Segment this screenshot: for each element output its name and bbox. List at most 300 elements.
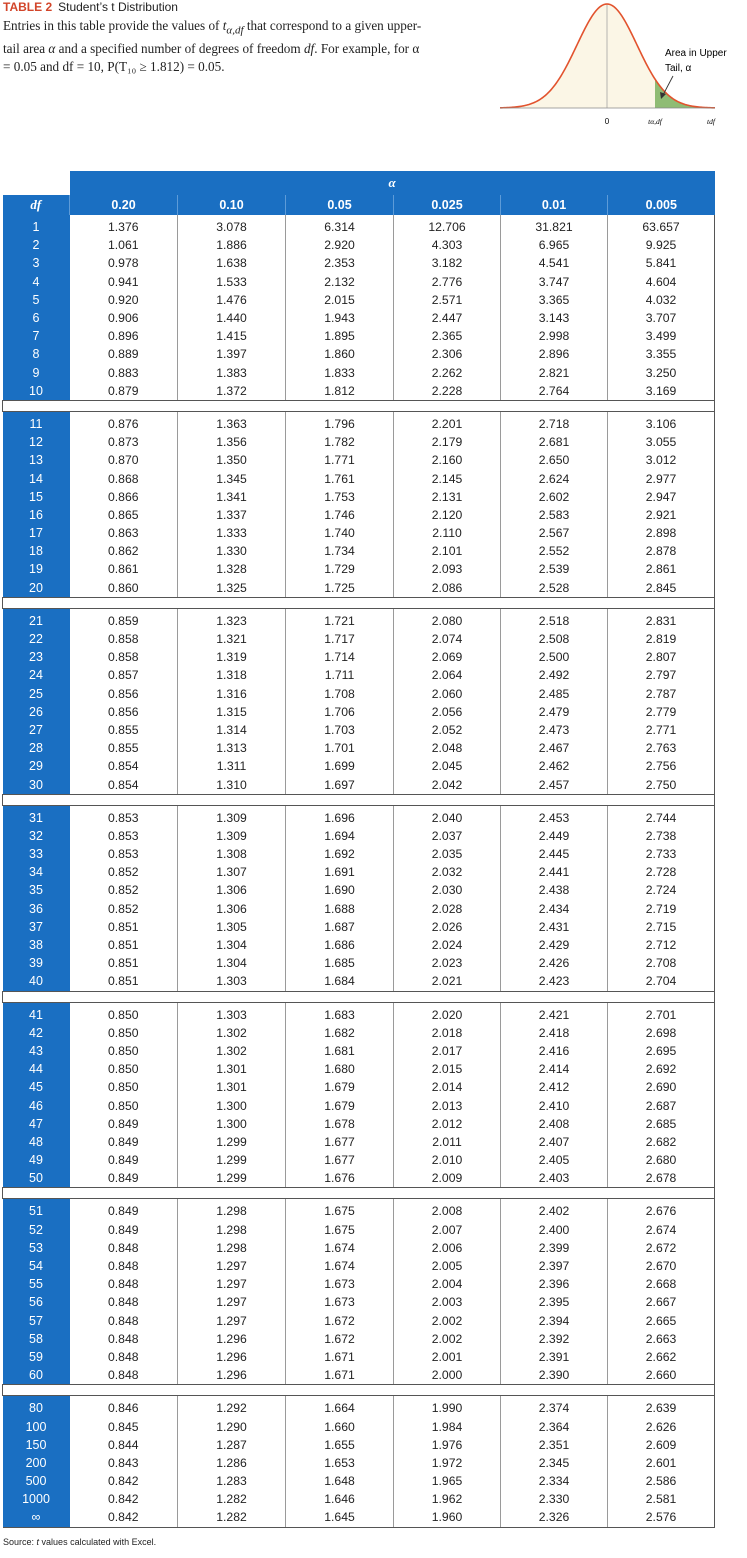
t-value-cell: 1.286 — [178, 1454, 286, 1472]
t-value-cell: 1.301 — [178, 1078, 286, 1096]
t-value-cell: 1.646 — [286, 1490, 394, 1508]
t-value-cell: 2.665 — [608, 1312, 715, 1330]
t-value-cell: 1.682 — [286, 1024, 394, 1042]
table-row — [3, 345, 715, 363]
t-value-cell: 2.390 — [501, 1366, 608, 1385]
t-value-cell: 1.302 — [178, 1042, 286, 1060]
table-row — [3, 1221, 715, 1239]
t-value-cell: 2.179 — [394, 433, 501, 451]
table-row — [3, 1275, 715, 1293]
t-value-cell: 2.485 — [501, 685, 608, 703]
df-cell: 39 — [3, 954, 70, 972]
t-value-cell: 2.704 — [608, 972, 715, 991]
t-value-cell: 2.682 — [608, 1133, 715, 1151]
t-value-cell: 1.679 — [286, 1096, 394, 1114]
area-label-line2: Tail, α — [665, 63, 692, 74]
t-value-cell: 0.850 — [70, 1024, 178, 1042]
t-value-cell: 1.812 — [286, 382, 394, 401]
t-value-cell: 2.228 — [394, 382, 501, 401]
t-value-cell: 3.182 — [394, 254, 501, 272]
t-value-cell: 2.663 — [608, 1330, 715, 1348]
table-row — [3, 1490, 715, 1508]
df-cell: 55 — [3, 1275, 70, 1293]
desc-text-3: and a specified number of degrees of freedom — [55, 41, 304, 57]
t-value-cell: 1.415 — [178, 327, 286, 345]
table-row — [3, 1042, 715, 1060]
t-value-cell: 2.733 — [608, 845, 715, 863]
t-value-cell: 1.440 — [178, 309, 286, 327]
df-cell: 15 — [3, 488, 70, 506]
t-value-cell: 0.851 — [70, 954, 178, 972]
df-cell: 35 — [3, 881, 70, 899]
table-row — [3, 254, 715, 272]
table-row — [3, 1239, 715, 1257]
t-value-cell: 0.842 — [70, 1508, 178, 1527]
df-cell: 150 — [3, 1436, 70, 1454]
t-value-cell: 2.821 — [501, 364, 608, 382]
t-value-cell: 0.842 — [70, 1472, 178, 1490]
df-cell: 31 — [3, 805, 70, 827]
table-row — [3, 630, 715, 648]
t-value-cell: 1.679 — [286, 1078, 394, 1096]
t-value-cell: 4.604 — [608, 273, 715, 291]
t-value-cell: 2.306 — [394, 345, 501, 363]
t-value-cell: 0.852 — [70, 881, 178, 899]
t-value-cell: 2.660 — [608, 1366, 715, 1385]
t-value-cell: 2.508 — [501, 630, 608, 648]
t-value-cell: 1.298 — [178, 1221, 286, 1239]
table-row — [3, 863, 715, 881]
df-cell: 32 — [3, 827, 70, 845]
t-value-cell: 1.308 — [178, 845, 286, 863]
t-value-cell: 3.250 — [608, 364, 715, 382]
table-row — [3, 954, 715, 972]
t-value-cell: 1.328 — [178, 560, 286, 578]
t-value-cell: 2.030 — [394, 881, 501, 899]
t-value-cell: 2.861 — [608, 560, 715, 578]
df-cell: 100 — [3, 1417, 70, 1435]
t-value-cell: 1.655 — [286, 1436, 394, 1454]
t-value-cell: 2.021 — [394, 972, 501, 991]
t-value-cell: 0.855 — [70, 721, 178, 739]
table-row — [3, 1330, 715, 1348]
t-value-cell: 2.921 — [608, 506, 715, 524]
t-value-cell: 2.416 — [501, 1042, 608, 1060]
t-value-cell: 1.708 — [286, 685, 394, 703]
t-value-cell: 0.854 — [70, 757, 178, 775]
t-value-cell: 2.131 — [394, 488, 501, 506]
t-value-cell: 0.848 — [70, 1312, 178, 1330]
t-value-cell: 2.120 — [394, 506, 501, 524]
zero-label: 0 — [604, 117, 610, 126]
t-value-cell: 2.056 — [394, 703, 501, 721]
t-value-cell: 2.015 — [394, 1060, 501, 1078]
t-value-cell: 0.851 — [70, 972, 178, 991]
table-row — [3, 542, 715, 560]
t-value-cell: 5.841 — [608, 254, 715, 272]
t-value-cell: 2.756 — [608, 757, 715, 775]
t-value-cell: 1.683 — [286, 1002, 394, 1024]
t-value-cell: 2.069 — [394, 648, 501, 666]
t-value-cell: 2.687 — [608, 1096, 715, 1114]
t-value-cell: 2.074 — [394, 630, 501, 648]
t-value-cell: 1.533 — [178, 273, 286, 291]
df-cell: 14 — [3, 469, 70, 487]
t-value-cell: 0.860 — [70, 579, 178, 598]
t-value-cell: 1.677 — [286, 1133, 394, 1151]
t-value-cell: 2.445 — [501, 845, 608, 863]
desc-text-2: that correspond to a given upper-tail area — [3, 18, 422, 57]
t-value-cell: 2.403 — [501, 1169, 608, 1188]
desc-text-1: Entries in this table provide the values of — [3, 18, 223, 33]
t-value-cell: 0.854 — [70, 775, 178, 794]
t-value-cell: 2.008 — [394, 1199, 501, 1221]
df-cell: 5 — [3, 291, 70, 309]
t-value-cell: 0.852 — [70, 863, 178, 881]
t-value-cell: 2.395 — [501, 1293, 608, 1311]
table-row-group — [3, 1002, 715, 1188]
t-value-cell: 1.383 — [178, 364, 286, 382]
df-cell: 10 — [3, 382, 70, 401]
t-value-cell: 0.859 — [70, 608, 178, 630]
table-row — [3, 506, 715, 524]
df-cell: 20 — [3, 579, 70, 598]
t-value-cell: 1.303 — [178, 972, 286, 991]
table-row — [3, 775, 715, 794]
t-value-cell: 0.978 — [70, 254, 178, 272]
t-value-cell: 1.345 — [178, 469, 286, 487]
t-value-cell: 2.650 — [501, 451, 608, 469]
t-value-cell: 1.697 — [286, 775, 394, 794]
example-text: α = 0.05 and df = 10, P(T₁₀ ≥ 1.812) = 0.05. — [3, 41, 420, 74]
t-value-cell: 1.299 — [178, 1169, 286, 1188]
t-value-cell: 6.314 — [286, 215, 394, 236]
t-value-cell: 2.365 — [394, 327, 501, 345]
table-row — [3, 1151, 715, 1169]
df-cell: 45 — [3, 1078, 70, 1096]
t-value-cell: 3.355 — [608, 345, 715, 363]
alpha-col-header: 0.10 — [178, 195, 286, 215]
t-value-cell: 2.680 — [608, 1151, 715, 1169]
t-value-cell: 1.300 — [178, 1096, 286, 1114]
t-value-cell: 2.667 — [608, 1293, 715, 1311]
t-value-cell: 2.728 — [608, 863, 715, 881]
t-value-cell: 2.391 — [501, 1348, 608, 1366]
t-value-cell: 2.473 — [501, 721, 608, 739]
t-value-cell: 1.309 — [178, 805, 286, 827]
t-value-cell: 1.397 — [178, 345, 286, 363]
t-value-cell: 1.363 — [178, 411, 286, 433]
arrow-icon — [663, 76, 673, 95]
t-value-cell: 3.055 — [608, 433, 715, 451]
t-value-cell: 1.306 — [178, 900, 286, 918]
df-cell: 19 — [3, 560, 70, 578]
t-value-cell: 1.306 — [178, 881, 286, 899]
t-value-cell: 2.779 — [608, 703, 715, 721]
t-value-cell: 0.863 — [70, 524, 178, 542]
t-value-cell: 1.304 — [178, 954, 286, 972]
t-value-cell: 2.695 — [608, 1042, 715, 1060]
t-value-cell: 2.052 — [394, 721, 501, 739]
table-row — [3, 382, 715, 401]
t-value-cell: 2.744 — [608, 805, 715, 827]
table-row — [3, 411, 715, 433]
t-value-cell: 0.848 — [70, 1257, 178, 1275]
t-value-cell: 1.303 — [178, 1002, 286, 1024]
t-value-cell: 2.807 — [608, 648, 715, 666]
t-value-cell: 2.776 — [394, 273, 501, 291]
df-cell: 21 — [3, 608, 70, 630]
t-value-cell: 1.976 — [394, 1436, 501, 1454]
t-value-cell: 1.686 — [286, 936, 394, 954]
table-row — [3, 1024, 715, 1042]
t-value-cell: 2.668 — [608, 1275, 715, 1293]
table-row — [3, 827, 715, 845]
t-value-cell: 0.849 — [70, 1151, 178, 1169]
df-cell: 26 — [3, 703, 70, 721]
t-value-cell: 1.638 — [178, 254, 286, 272]
t-value-cell: 0.849 — [70, 1221, 178, 1239]
t-value-cell: 0.853 — [70, 805, 178, 827]
t-value-cell: 0.850 — [70, 1078, 178, 1096]
t-value-cell: 3.143 — [501, 309, 608, 327]
t-value-cell: 2.405 — [501, 1151, 608, 1169]
table-row — [3, 488, 715, 506]
t-value-cell: 2.421 — [501, 1002, 608, 1024]
df-cell: 1 — [3, 215, 70, 236]
t-table — [2, 171, 714, 1558]
t-value-cell: 1.680 — [286, 1060, 394, 1078]
df-cell: 44 — [3, 1060, 70, 1078]
t-value-cell: 1.309 — [178, 827, 286, 845]
t-value-cell: 0.848 — [70, 1366, 178, 1385]
t-value-cell: 2.552 — [501, 542, 608, 560]
table-row — [3, 1396, 715, 1418]
df-cell: 38 — [3, 936, 70, 954]
table-row — [3, 918, 715, 936]
t-value-cell: 3.078 — [178, 215, 286, 236]
t-value-cell: 1.771 — [286, 451, 394, 469]
t-value-cell: 2.397 — [501, 1257, 608, 1275]
t-value-cell: 0.846 — [70, 1396, 178, 1418]
t-value-cell: 1.341 — [178, 488, 286, 506]
t-value-cell: 2.006 — [394, 1239, 501, 1257]
t-value-cell: 2.002 — [394, 1330, 501, 1348]
t-value-cell: 1.740 — [286, 524, 394, 542]
t-value-cell: 2.392 — [501, 1330, 608, 1348]
t-value-cell: 2.353 — [286, 254, 394, 272]
t-value-cell: 2.093 — [394, 560, 501, 578]
table-row — [3, 845, 715, 863]
t-value-cell: 6.965 — [501, 236, 608, 254]
t-value-cell: 2.639 — [608, 1396, 715, 1418]
t-value-cell: 2.434 — [501, 900, 608, 918]
t-value-cell: 0.920 — [70, 291, 178, 309]
table-row — [3, 1257, 715, 1275]
t-value-cell: 0.844 — [70, 1436, 178, 1454]
t-value-cell: 1.673 — [286, 1275, 394, 1293]
t-value-cell: 2.334 — [501, 1472, 608, 1490]
df-cell: 200 — [3, 1454, 70, 1472]
t-value-cell: 3.747 — [501, 273, 608, 291]
t-value-cell: 2.037 — [394, 827, 501, 845]
t-value-cell: 2.763 — [608, 739, 715, 757]
t-value-cell: 2.431 — [501, 918, 608, 936]
df-cell: 3 — [3, 254, 70, 272]
df-cell: 500 — [3, 1472, 70, 1490]
t-value-cell: 2.447 — [394, 309, 501, 327]
df-cell: 1000 — [3, 1490, 70, 1508]
table-row — [3, 739, 715, 757]
t-value-cell: 2.528 — [501, 579, 608, 598]
t-value-cell: 2.028 — [394, 900, 501, 918]
table-row-group — [3, 411, 715, 597]
alpha-col-header: 0.20 — [70, 195, 178, 215]
df-cell: 40 — [3, 972, 70, 991]
t-value-cell: 1.664 — [286, 1396, 394, 1418]
alpha-col-header: 0.025 — [394, 195, 501, 215]
t-value-cell: 2.586 — [608, 1472, 715, 1490]
t-value-cell: 0.850 — [70, 1042, 178, 1060]
table-row — [3, 291, 715, 309]
table-row — [3, 364, 715, 382]
t-value-cell: 2.672 — [608, 1239, 715, 1257]
df-cell: 13 — [3, 451, 70, 469]
t-value-cell: 1.833 — [286, 364, 394, 382]
t-value-cell: 1.287 — [178, 1436, 286, 1454]
t-value-cell: 2.048 — [394, 739, 501, 757]
t-value-cell: 2.402 — [501, 1199, 608, 1221]
t-value-cell: 4.541 — [501, 254, 608, 272]
t-value-cell: 0.849 — [70, 1169, 178, 1188]
df-cell: 43 — [3, 1042, 70, 1060]
t-value-cell: 0.866 — [70, 488, 178, 506]
df-cell: 46 — [3, 1096, 70, 1114]
t-value-cell: 2.414 — [501, 1060, 608, 1078]
t-value-cell: 1.673 — [286, 1293, 394, 1311]
t-value-cell: 2.712 — [608, 936, 715, 954]
t-value-cell: 2.020 — [394, 1002, 501, 1024]
t-value-cell: 2.364 — [501, 1417, 608, 1435]
df-cell: 52 — [3, 1221, 70, 1239]
t-value-cell: 0.865 — [70, 506, 178, 524]
t-value-cell: 1.323 — [178, 608, 286, 630]
t-value-cell: 1.476 — [178, 291, 286, 309]
t-value-cell: 0.856 — [70, 703, 178, 721]
t-value-cell: 0.855 — [70, 739, 178, 757]
t-value-cell: 2.412 — [501, 1078, 608, 1096]
table-row — [3, 1366, 715, 1385]
t-value-cell: 2.678 — [608, 1169, 715, 1188]
t-value-cell: 2.429 — [501, 936, 608, 954]
t-value-cell: 2.676 — [608, 1199, 715, 1221]
table-row — [3, 685, 715, 703]
t-value-cell: 2.920 — [286, 236, 394, 254]
t-value-cell: 1.296 — [178, 1366, 286, 1385]
table-row — [3, 936, 715, 954]
t-value-cell: 1.333 — [178, 524, 286, 542]
t-value-cell: 0.906 — [70, 309, 178, 327]
t-value-cell: 2.500 — [501, 648, 608, 666]
t-value-cell: 0.849 — [70, 1199, 178, 1221]
t-value-cell: 1.313 — [178, 739, 286, 757]
t-value-cell: 2.601 — [608, 1454, 715, 1472]
t-value-cell: 63.657 — [608, 215, 715, 236]
t-value-cell: 1.292 — [178, 1396, 286, 1418]
t-value-cell: 1.319 — [178, 648, 286, 666]
t-value-cell: 1.685 — [286, 954, 394, 972]
t-value-cell: 2.011 — [394, 1133, 501, 1151]
t-value-cell: 2.457 — [501, 775, 608, 794]
t-value-cell: 2.845 — [608, 579, 715, 598]
t-value-cell: 1.296 — [178, 1330, 286, 1348]
table-row — [3, 1169, 715, 1188]
t-value-cell: 1.376 — [70, 215, 178, 236]
t-value-cell: 1.330 — [178, 542, 286, 560]
t-value-cell: 1.302 — [178, 1024, 286, 1042]
df-cell: 18 — [3, 542, 70, 560]
t-value-cell: 2.797 — [608, 666, 715, 684]
t-value-cell: 2.674 — [608, 1221, 715, 1239]
t-value-cell: 2.326 — [501, 1508, 608, 1527]
t-value-cell: 0.850 — [70, 1060, 178, 1078]
t-value-cell: 1.298 — [178, 1239, 286, 1257]
df-cell: 58 — [3, 1330, 70, 1348]
t-value-cell: 1.061 — [70, 236, 178, 254]
t-value-cell: 2.399 — [501, 1239, 608, 1257]
df-cell: 12 — [3, 433, 70, 451]
table-row — [3, 1002, 715, 1024]
t-value-cell: 0.851 — [70, 918, 178, 936]
df-cell: 50 — [3, 1169, 70, 1188]
table-row — [3, 900, 715, 918]
t-value-cell: 1.687 — [286, 918, 394, 936]
t-value-cell: 1.300 — [178, 1115, 286, 1133]
t-value-cell: 1.675 — [286, 1199, 394, 1221]
df-cell: 60 — [3, 1366, 70, 1385]
t-value-cell: 0.852 — [70, 900, 178, 918]
t-value-cell: 2.001 — [394, 1348, 501, 1366]
df-cell: 29 — [3, 757, 70, 775]
df-cell: 23 — [3, 648, 70, 666]
t-value-cell: 2.539 — [501, 560, 608, 578]
t-value-cell: 1.290 — [178, 1417, 286, 1435]
table-row — [3, 451, 715, 469]
df-cell: 57 — [3, 1312, 70, 1330]
t-value-cell: 2.662 — [608, 1348, 715, 1366]
df-cell: 7 — [3, 327, 70, 345]
t-value-cell: 2.896 — [501, 345, 608, 363]
t-value-cell: 1.678 — [286, 1115, 394, 1133]
t-value-cell: 1.297 — [178, 1312, 286, 1330]
t-value-cell: 2.426 — [501, 954, 608, 972]
t-value-cell: 2.819 — [608, 630, 715, 648]
t-value-cell: 3.365 — [501, 291, 608, 309]
table-row — [3, 1312, 715, 1330]
table-row — [3, 972, 715, 991]
t-value-cell: 1.753 — [286, 488, 394, 506]
t-value-cell: 1.943 — [286, 309, 394, 327]
t-value-cell: 2.583 — [501, 506, 608, 524]
t-value-cell: 2.003 — [394, 1293, 501, 1311]
t-value-cell: 1.299 — [178, 1133, 286, 1151]
t-value-cell: 0.868 — [70, 469, 178, 487]
table-row — [3, 1133, 715, 1151]
t-value-cell: 2.567 — [501, 524, 608, 542]
t-distribution-figure — [495, 0, 747, 135]
t-value-cell: 2.080 — [394, 608, 501, 630]
table-row — [3, 1436, 715, 1454]
